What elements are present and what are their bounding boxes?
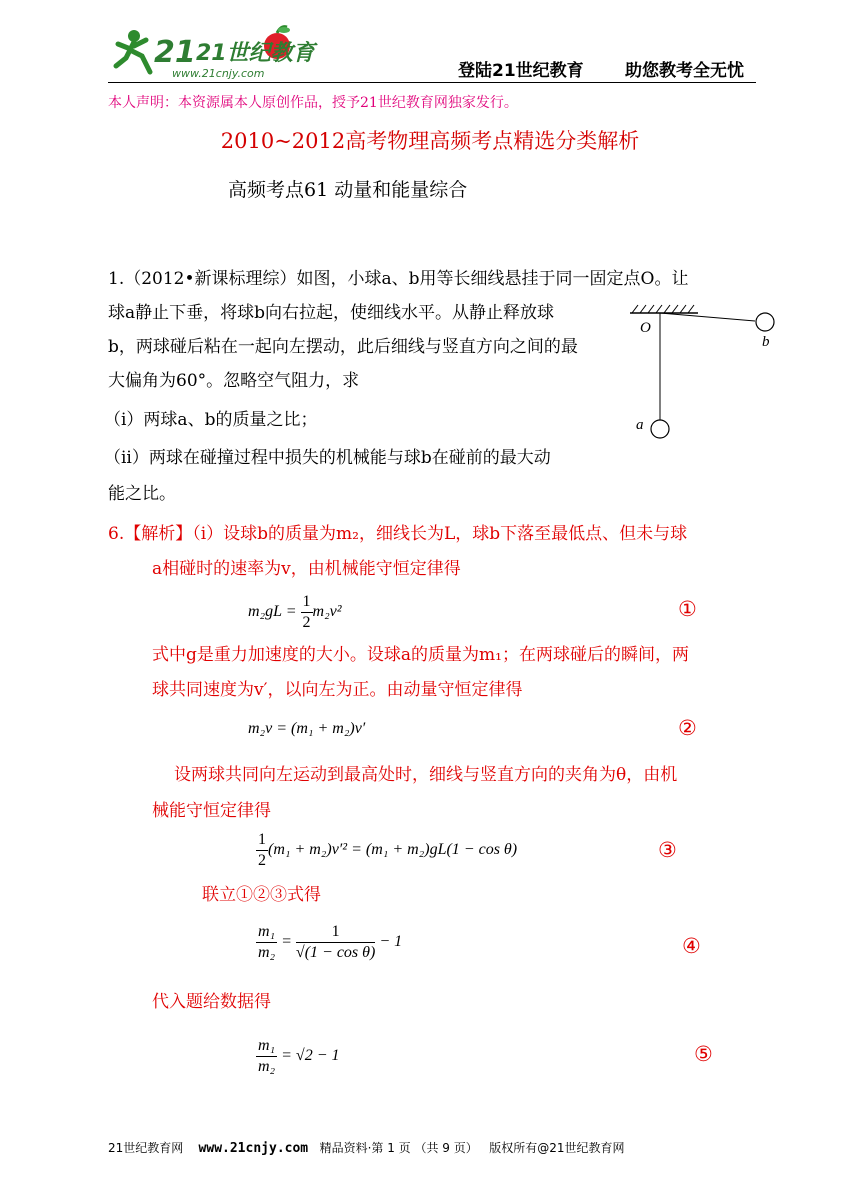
eq1-den: 2 <box>302 614 311 631</box>
solution-line-7: 联立①②③式得 <box>202 885 321 905</box>
solution-tag: 【解析】 <box>124 524 193 544</box>
eq3-num: 1 <box>256 830 268 851</box>
logo-url: www.21cnjy.com <box>172 67 265 80</box>
header-slogan-right: 助您教考全无忧 <box>625 61 744 81</box>
solution-line-3: 式中g是重力加速度的大小。设球a的质量为m₁；在两球碰后的瞬间，两 <box>152 645 689 665</box>
equation-3 <box>256 830 517 871</box>
eq5-rhs: = √2 − 1 <box>277 1047 340 1065</box>
footer-url[interactable]: www.21cnjy.com <box>198 1141 309 1156</box>
solution-line-4: 球共同速度为v′，以向左为正。由动量守恒定律得 <box>152 680 523 700</box>
logo-graphic <box>112 22 315 82</box>
eq-marker-4: ④ <box>682 934 701 958</box>
string-b <box>660 313 755 321</box>
site-logo[interactable] <box>112 22 315 82</box>
label-O: O <box>640 320 651 336</box>
question-line-7: 能之比。 <box>108 484 176 504</box>
eq4-rnum: 1 <box>296 922 375 943</box>
label-b: b <box>762 334 770 350</box>
solution-text-1: （i）设球b的质量为m₂，细线长为L，球b下落至最低点、但未与球 <box>192 524 688 544</box>
footer-copyright: 版权所有@21世纪教育网 <box>489 1141 625 1155</box>
equation-1 <box>248 592 342 633</box>
solution-line-8: 代入题给数据得 <box>152 992 271 1012</box>
question-line-1: 1.（2012•新课标理综）如图，小球a、b用等长细线悬挂于同一固定点O。让 <box>108 269 689 289</box>
eq1-fraction <box>301 592 313 633</box>
eq4-rden: √(1 − cos θ) <box>295 944 376 961</box>
eq4-right-fraction <box>296 922 375 963</box>
solution-number: 6. <box>108 524 125 544</box>
eq4-lden: m₂ <box>258 944 276 961</box>
solution-line-5: 设两球共同向左运动到最高处时，细线与竖直方向的夹角为θ，由机 <box>174 765 678 785</box>
eq4-equals: = <box>277 933 296 951</box>
eq5-num: m₁ <box>256 1036 277 1057</box>
eq4-left-fraction <box>256 922 277 963</box>
eq1-lhs: m₂gL = <box>248 603 301 621</box>
question-line-5: （i）两球a、b的质量之比； <box>104 410 318 430</box>
logo-21: 21 <box>154 35 196 70</box>
header-divider <box>108 82 756 83</box>
footer-site: 21世纪教育网 <box>108 1141 184 1155</box>
footer-page-info: 精品资料·第 1 页 （共 9 页） <box>319 1141 478 1155</box>
eq3-den: 2 <box>258 852 266 869</box>
question-line-2: 球a静止下垂，将球b向右拉起，使细线水平。从静止释放球 <box>108 303 555 323</box>
ceiling-hatching <box>632 305 694 313</box>
eq5-fraction <box>256 1036 277 1077</box>
equation-4 <box>256 922 402 963</box>
pendulum-figure <box>620 298 780 448</box>
equation-5 <box>256 1036 340 1077</box>
eq1-num: 1 <box>301 592 313 613</box>
page-title: 2010~2012高考物理高频考点精选分类解析 <box>220 129 640 153</box>
eq4-tail: − 1 <box>375 933 403 951</box>
eq1-rhs: m₂v² <box>312 603 342 621</box>
ball-a <box>651 420 669 438</box>
logo-text: 21世纪教育 <box>196 41 315 66</box>
label-a: a <box>636 417 644 433</box>
header-slogan-left: 登陆21世纪教育 <box>458 61 584 81</box>
question-line-6: （ii）两球在碰撞过程中损失的机械能与球b在碰前的最大动 <box>104 448 551 468</box>
eq-marker-1: ① <box>678 597 697 621</box>
page-subtitle: 高频考点61 动量和能量综合 <box>228 179 468 201</box>
page-footer <box>108 1139 624 1156</box>
ball-b <box>756 313 774 331</box>
eq-marker-3: ③ <box>658 838 677 862</box>
eq4-lnum: m₁ <box>256 922 277 943</box>
question-line-3: b，两球碰后粘在一起向左摆动，此后细线与竖直方向之间的最 <box>108 337 578 357</box>
copyright-notice: 本人声明：本资源属本人原创作品，授予21世纪教育网独家发行。 <box>108 95 518 111</box>
eq-marker-2: ② <box>678 716 697 740</box>
solution-line-1 <box>108 522 687 546</box>
eq3-fraction <box>256 830 268 871</box>
equation-2: m₂v = (m₁ + m₂)v′ <box>248 720 366 737</box>
eq3-rhs: (m₁ + m₂)v′² = (m₁ + m₂)gL(1 − cos θ) <box>268 841 518 859</box>
eq-marker-5: ⑤ <box>694 1042 713 1066</box>
question-line-4: 大偏角为60°。忽略空气阻力，求 <box>108 371 360 391</box>
solution-line-6: 械能守恒定律得 <box>152 801 271 821</box>
solution-line-2: a相碰时的速率为v，由机械能守恒定律得 <box>152 559 461 579</box>
eq5-den: m₂ <box>258 1058 276 1075</box>
